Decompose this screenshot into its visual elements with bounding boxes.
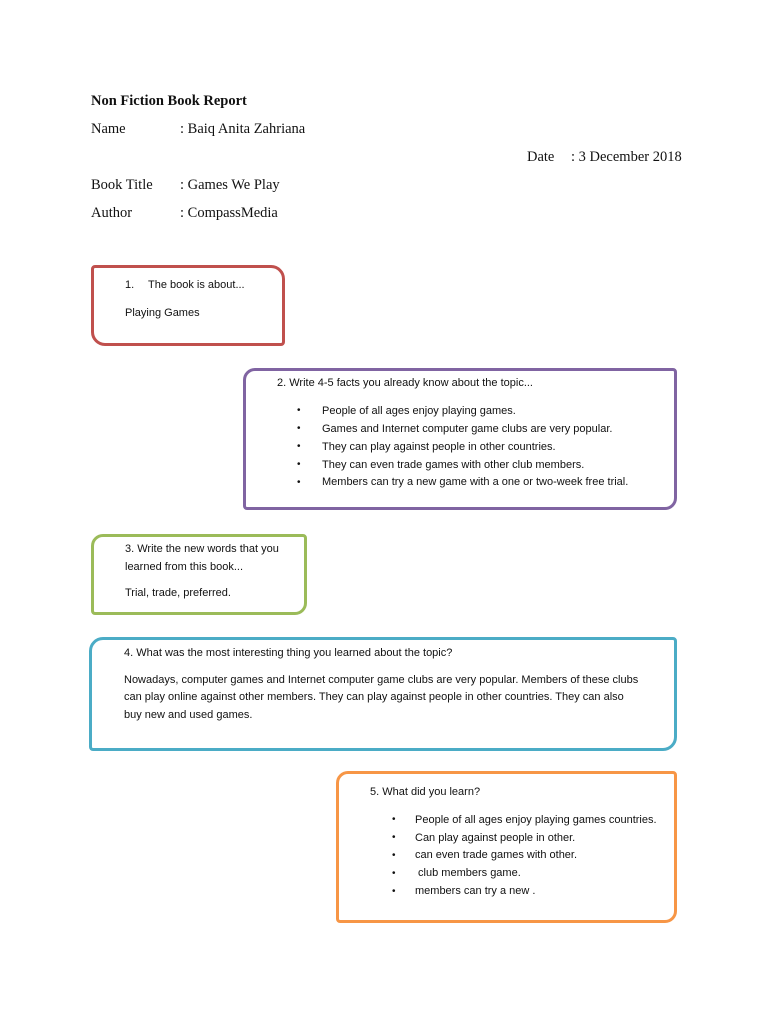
section-3-question-line2: learned from this book... <box>125 561 244 573</box>
list-item: Can play against people in other. <box>415 832 576 844</box>
section-2-box <box>243 368 677 510</box>
book-title-label: Book Title <box>91 177 153 193</box>
list-item: Members can try a new game with a one or two-week free trial. <box>322 476 629 488</box>
bullet-icon: • <box>297 405 301 416</box>
list-item: Games and Internet computer game clubs are very popular. <box>322 423 613 435</box>
list-item: club members game. <box>415 867 521 879</box>
list-item: People of all ages enjoy playing games. <box>322 405 516 417</box>
section-2-question: 2. Write 4-5 facts you already know about the topic... <box>277 377 533 389</box>
section-3-answer: Trial, trade, preferred. <box>125 587 231 599</box>
section-3-question-line1: 3. Write the new words that you <box>125 543 279 555</box>
list-item: They can play against people in other countries. <box>322 441 556 453</box>
section-1-question: The book is about... <box>148 279 245 291</box>
list-item: People of all ages enjoy playing games countries. <box>415 814 657 826</box>
author-value: : CompassMedia <box>180 205 278 221</box>
list-item: members can try a new . <box>415 885 536 897</box>
bullet-icon: • <box>392 868 396 879</box>
section-4-answer-line2: can play online against other members. They can play against people in other countries. They can also <box>124 691 624 703</box>
section-1-answer: Playing Games <box>125 307 200 319</box>
list-item: They can even trade games with other club members. <box>322 459 585 471</box>
bullet-icon: • <box>297 423 301 434</box>
bullet-icon: • <box>392 814 396 825</box>
section-1-number: 1. <box>125 279 135 291</box>
section-4-answer-line1: Nowadays, computer games and Internet computer game clubs are very popular. Members of these clubs <box>124 674 639 686</box>
bullet-icon: • <box>392 850 396 861</box>
bullet-icon: • <box>297 477 301 488</box>
bullet-icon: • <box>297 441 301 452</box>
section-4-question: 4. What was the most interesting thing you learned about the topic? <box>124 647 453 659</box>
list-item: can even trade games with other. <box>415 849 578 861</box>
bullet-icon: • <box>392 832 396 843</box>
author-label: Author <box>91 205 133 221</box>
date-value: : 3 December 2018 <box>571 149 682 165</box>
section-1-box <box>91 265 285 346</box>
date-label: Date <box>527 149 555 165</box>
report-title: Non Fiction Book Report <box>91 93 247 109</box>
name-label: Name <box>91 121 126 137</box>
bullet-icon: • <box>297 459 301 470</box>
section-4-answer-line3: buy new and used games. <box>124 709 253 721</box>
section-5-question: 5. What did you learn? <box>370 786 481 798</box>
bullet-icon: • <box>392 886 396 897</box>
name-value: : Baiq Anita Zahriana <box>180 121 306 137</box>
book-title-value: : Games We Play <box>180 177 280 193</box>
